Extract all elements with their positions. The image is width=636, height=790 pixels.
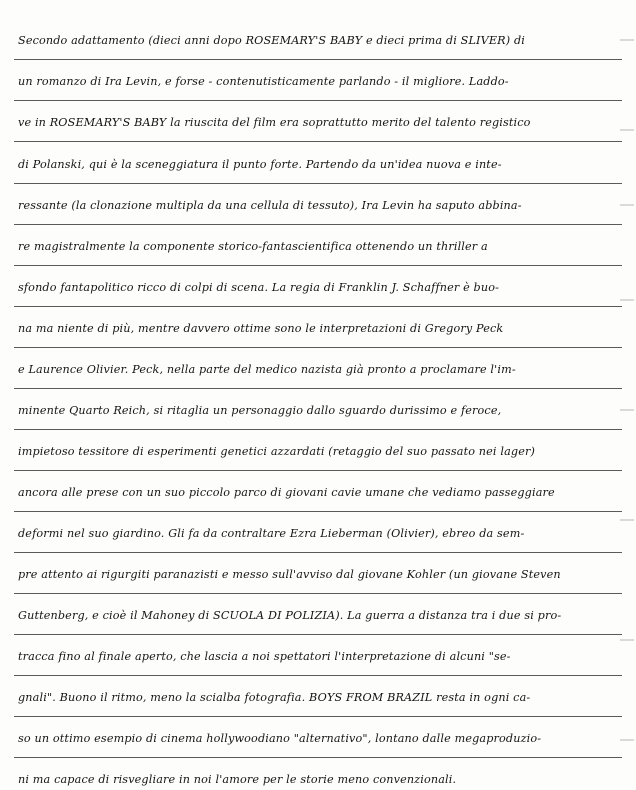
- text-line: ressante (la clonazione multipla da una cellula di tessuto), Ira Levin ha saputo abbina-: [18, 199, 522, 212]
- text-line: impietoso tessitore di esperimenti genetici azzardati (retaggio del suo passato nei lager): [18, 445, 536, 458]
- text-line: so un ottimo esempio di cinema hollywoodiano "alternativo", lontano dalle megaproduzio-: [18, 732, 542, 745]
- text-line: tracca fino al finale aperto, che lascia a noi spettatori l'interpretazione di alcuni "se-: [18, 650, 511, 663]
- text-line: sfondo fantapolitico ricco di colpi di scena. La regia di Franklin J. Schaffner è buo-: [18, 281, 500, 294]
- text-line: ni ma capace di risvegliare in noi l'amore per le storie meno convenzionali.: [18, 773, 457, 786]
- text-line: di Polanski, qui è la sceneggiatura il punto forte. Partendo da un'idea nuova e inte-: [18, 158, 502, 171]
- text-line: minente Quarto Reich, si ritaglia un personaggio dallo sguardo durissimo e feroce,: [18, 404, 502, 417]
- text-line: deformi nel suo giardino. Gli fa da contraltare Ezra Lieberman (Olivier), ebreo da sem-: [18, 527, 525, 540]
- text-line: pre attento ai rigurgiti paranazisti e messo sull'avviso dal giovane Kohler (un giovane Steven: [18, 568, 561, 581]
- text-line: ve in ROSEMARY'S BABY la riuscita del film era soprattutto merito del talento registico: [18, 116, 531, 129]
- text-line: ancora alle prese con un suo piccolo parco di giovani cavie umane che vediamo passeggiare: [18, 486, 555, 499]
- text-line: Guttenberg, e cioè il Mahoney di SCUOLA DI POLIZIA). La guerra a distanza tra i due si pro-: [18, 609, 562, 622]
- text-line: Secondo adattamento (dieci anni dopo ROSEMARY'S BABY e dieci prima di SLIVER) di: [18, 34, 526, 47]
- text-line: e Laurence Olivier. Peck, nella parte del medico nazista già pronto a proclamare l'im-: [18, 363, 516, 376]
- text-line: un romanzo di Ira Levin, e forse - contenutisticamente parlando - il migliore. Laddo-: [18, 75, 509, 88]
- text-line: gnali". Buono il ritmo, meno la scialba fotografia. BOYS FROM BRAZIL resta in ogni ca-: [18, 691, 531, 704]
- text-line: na ma niente di più, mentre davvero ottime sono le interpretazioni di Gregory Peck: [18, 322, 504, 335]
- text-line: re magistralmente la componente storico-fantascientifica ottenendo un thriller a: [18, 240, 488, 253]
